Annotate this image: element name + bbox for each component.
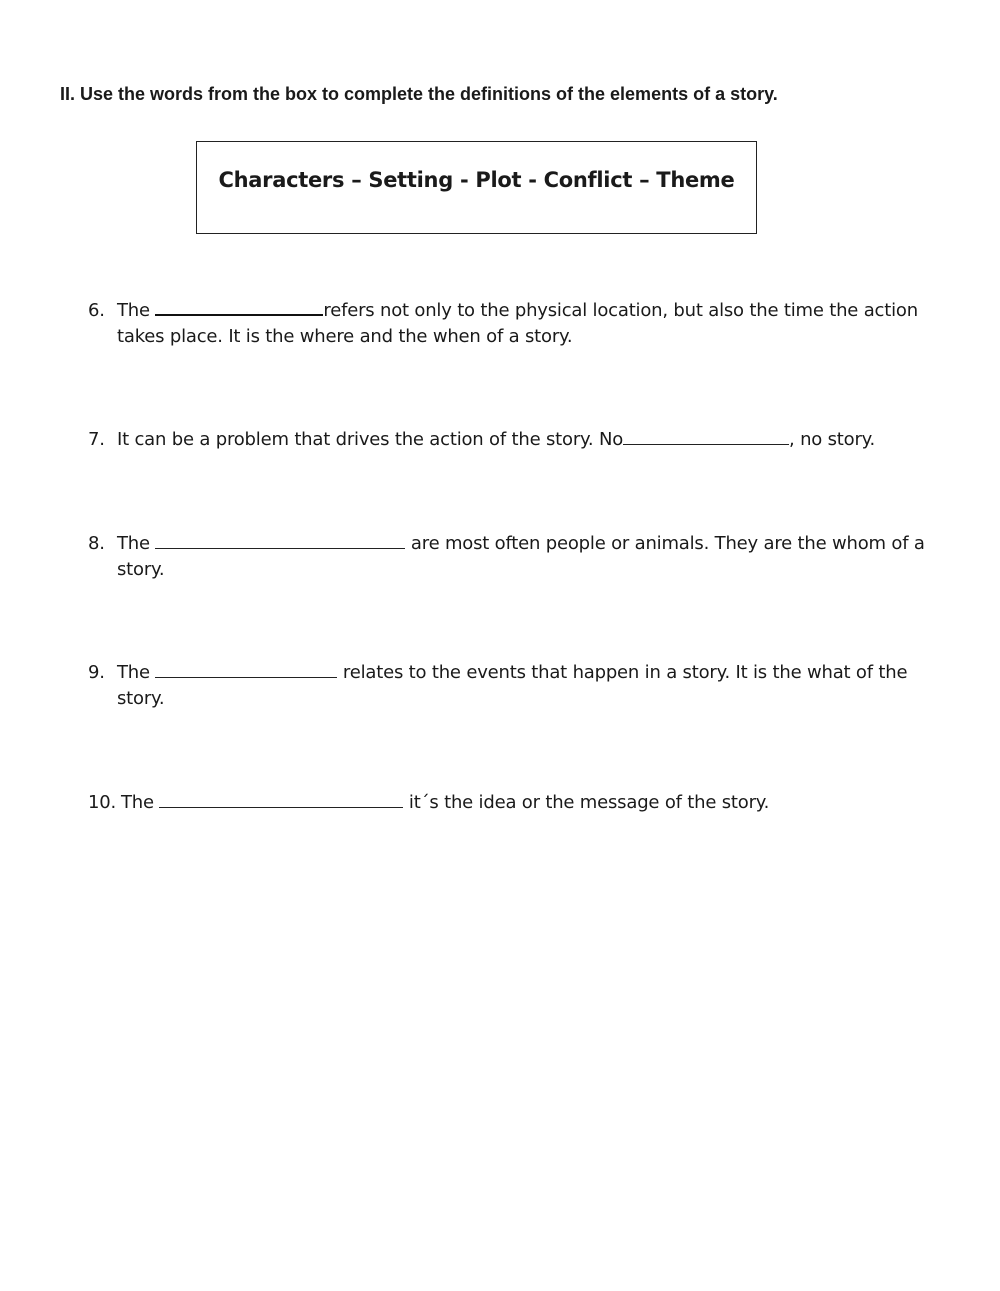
question-text-before: The <box>117 533 156 554</box>
question-text-before: It can be a problem that drives the action of the story. No <box>117 429 624 450</box>
question-number: 10. <box>88 792 117 813</box>
answer-blank-9[interactable] <box>155 661 337 678</box>
question-text-after: refers not only to the physical location, but also the time the action takes place. It is the where and the when of a story. <box>117 300 918 347</box>
answer-blank-6[interactable] <box>155 298 323 316</box>
question-text-after: it´s the idea or the message of the story. <box>403 792 770 813</box>
question-6 <box>88 298 938 350</box>
question-7 <box>88 427 938 453</box>
question-text-before: The <box>121 792 160 813</box>
word-bank-text: Characters – Setting - Plot - Conflict – Theme <box>218 168 735 192</box>
word-bank-box <box>196 141 757 234</box>
question-8 <box>88 531 938 583</box>
answer-blank-8[interactable] <box>155 532 405 549</box>
question-number: 9. <box>88 662 105 683</box>
instruction-heading: II. Use the words from the box to complete the definitions of the elements of a story. <box>60 84 778 104</box>
question-text-after: relates to the events that happen in a story. It is the what of the story. <box>117 662 908 709</box>
question-number: 7. <box>88 429 105 450</box>
question-number: 8. <box>88 533 105 554</box>
question-10 <box>88 790 938 816</box>
question-9 <box>88 660 938 712</box>
question-number: 6. <box>88 300 105 321</box>
question-text-after: are most often people or animals. They are the whom of a story. <box>117 533 925 580</box>
answer-blank-10[interactable] <box>159 791 403 808</box>
answer-blank-7[interactable] <box>623 428 789 445</box>
question-text-before: The <box>117 300 156 321</box>
question-text-after: , no story. <box>789 429 876 450</box>
question-text-before: The <box>117 662 156 683</box>
